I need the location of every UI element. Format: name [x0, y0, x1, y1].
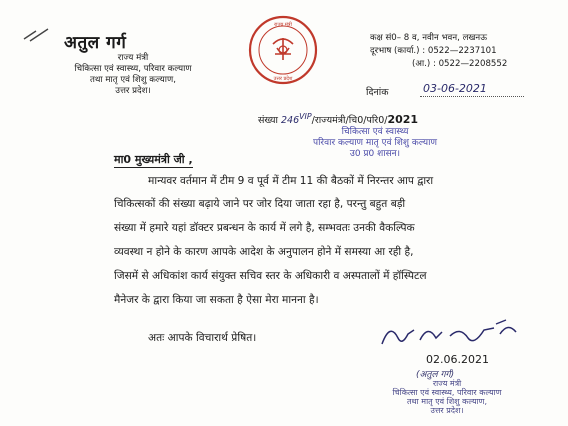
handwritten-signature	[376, 316, 526, 356]
addressee-stamp-line: चिकित्सा एवं स्वास्थ्य	[341, 127, 409, 137]
body-line: मैनेजर के द्वारा किया जा सकता है ऐसा मेरा मानना है।	[114, 294, 319, 306]
date-label: दिनांक	[366, 87, 389, 98]
date-value: 03-06-2021	[423, 82, 487, 95]
reference-number	[258, 112, 418, 126]
footer-stamp-line: चिकित्सा एवं स्वास्थ्य, परिवार कल्याण	[392, 388, 502, 397]
footer-stamp-line: तथा मातृ एवं शिशु कल्याण,	[407, 397, 487, 406]
emblem-bottom-text: उत्तर प्रदेश	[273, 76, 293, 82]
salutation: मा0 मुख्यमंत्री जी ,	[114, 153, 193, 166]
addressee-stamp-line: परिवार कल्याण मातृ एवं शिशु कल्याण	[312, 138, 437, 148]
designation-line: राज्य मंत्री	[117, 53, 149, 63]
emblem-top-text: राज्य मंत्री	[274, 22, 292, 28]
signature-date: 02.06.2021	[426, 353, 489, 366]
body-line: जिसमें से अधिकांश कार्य संयुक्त सचिव स्तर के अधिकारी व अस्पतालों में हॉस्पिटल	[114, 270, 427, 282]
ref-rest: /राज्यमंत्री/चि0/परि0/	[311, 115, 388, 127]
date-underline	[420, 96, 524, 97]
addressee-stamp-line: उ0 प्र0 शासन।	[349, 149, 401, 159]
office-phone: दूरभाष (कार्या.) : 0522—2237101	[370, 46, 497, 56]
designation-line: चिकित्सा एवं स्वास्थ्य, परिवार कल्याण	[74, 64, 192, 74]
signer-name: (अतुल गर्ग)	[416, 370, 455, 380]
residence-phone: (आ.) : 0522—2208552	[412, 59, 508, 69]
minister-name: अतुल गर्ग	[64, 33, 127, 53]
body-line: मान्यवर वर्तमान में टीम 9 व पूर्व में टीम 11 की बैठकों में निरन्तर आप द्वारा	[148, 175, 434, 187]
ref-tag: VIP	[299, 112, 312, 121]
body-line: व्यवस्था न होने के कारण आपके आदेश के अनुपालन होने में समस्या आ रही है,	[114, 246, 414, 258]
ref-prefix: संख्या	[258, 115, 278, 127]
body-line: संख्या में हमारे यहां डॉक्टर प्रबन्धन के कार्य में लगे है, सम्भवतः उनकी वैकल्पिक	[114, 222, 415, 234]
footer-stamp-line: उत्तर प्रदेश।	[430, 406, 464, 415]
designation-line: उत्तर प्रदेश।	[115, 86, 151, 96]
designation-line: तथा मातृ एवं शिशु कल्याण,	[90, 75, 176, 85]
footer-stamp-line: राज्य मंत्री	[432, 379, 462, 388]
ref-number: 246	[280, 115, 300, 127]
ink-mark-icon	[22, 25, 56, 45]
closing-line: अतः आपके विचारार्थ प्रेषित।	[148, 332, 257, 344]
office-address: कक्ष सं0– 8 व, नवीन भवन, लखनऊ	[370, 33, 487, 43]
body-line: चिकित्सकों की संख्या बढ़ाये जाने पर जोर दिया जाता रहा है, परन्तु बहुत बड़ी	[114, 198, 406, 210]
state-emblem-icon	[247, 14, 319, 86]
ref-year: 2021	[387, 113, 419, 127]
